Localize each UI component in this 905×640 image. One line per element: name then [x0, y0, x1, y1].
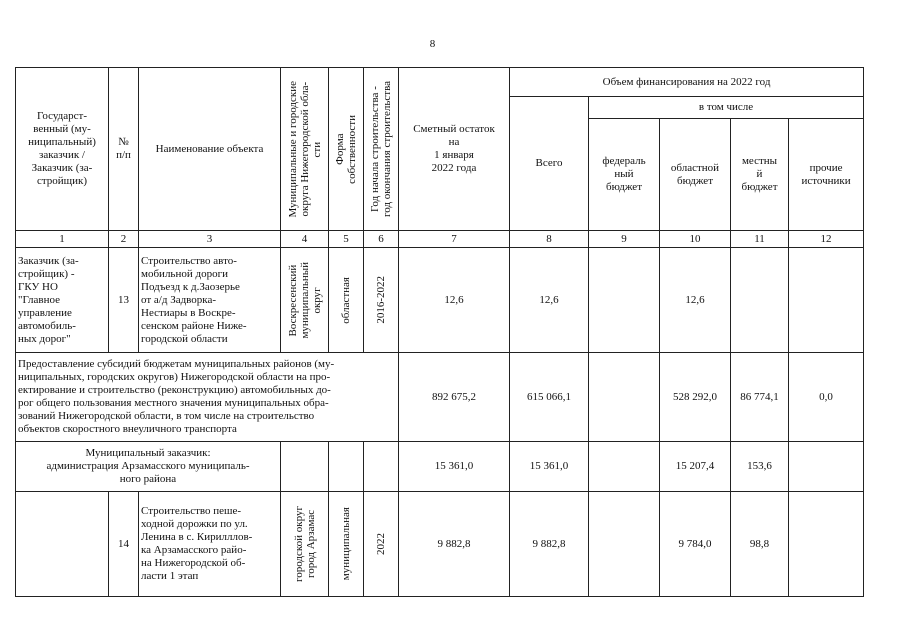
text-line: заказчик / [39, 149, 85, 161]
text-line: федераль [602, 155, 646, 167]
regional-cell: 12,6 [660, 248, 731, 353]
years-cell: 2016-2022 [364, 248, 399, 353]
text-line: ходной дорожки по ул. [141, 518, 248, 530]
table-row [16, 492, 864, 597]
header-object-name: Наименование объекта [139, 68, 281, 231]
regional-cell: 528 292,0 [660, 353, 731, 442]
text-line: венный (му- [33, 123, 91, 135]
text-line: ниципальный) [28, 136, 96, 148]
text-line: сти [310, 141, 323, 157]
text-line: ектирование и строительство (реконструкцию) автомобильных до- [18, 384, 331, 396]
text-line: год окончания строительства [381, 81, 393, 217]
local-cell: 98,8 [731, 492, 789, 597]
text-line: п/п [116, 149, 131, 161]
other-cell: 0,0 [789, 353, 864, 442]
ownership-cell: областная [329, 248, 364, 353]
header-number [109, 68, 139, 231]
federal-cell [589, 442, 660, 492]
total-cell: 15 361,0 [510, 442, 589, 492]
column-number: 8 [510, 231, 589, 248]
empty-cell [364, 442, 399, 492]
total-cell: 615 066,1 [510, 353, 589, 442]
header-local [731, 119, 789, 231]
table-row [16, 248, 864, 353]
header-including: в том числе [589, 97, 864, 119]
row-number: 14 [109, 492, 139, 597]
text-line: Форма [334, 133, 346, 165]
header-total: Всего [510, 97, 589, 231]
text-line: 1 января [434, 149, 474, 161]
federal-cell [589, 248, 660, 353]
header-remainder [399, 68, 510, 231]
municipal-customer-cell [16, 442, 281, 492]
text-line: бюджет [741, 181, 778, 193]
total-cell: 12,6 [510, 248, 589, 353]
text-line: Муниципальные и городские [286, 80, 299, 218]
object-name-cell [139, 492, 281, 597]
remainder-cell: 9 882,8 [399, 492, 510, 597]
text-line: ГКУ НО [18, 280, 58, 293]
text-line: 2022 года [431, 162, 477, 174]
text-line: ка Арзамасского райо- [141, 544, 247, 556]
header-customer [16, 68, 109, 231]
years-cell: 2022 [364, 492, 399, 597]
text-line: Нестиары в Воскре- [141, 306, 236, 319]
column-number: 2 [109, 231, 139, 248]
column-number: 5 [329, 231, 364, 248]
column-number: 4 [281, 231, 329, 248]
column-number: 11 [731, 231, 789, 248]
text-line: город Арзамас [304, 509, 317, 579]
text-line: муниципальный [298, 261, 311, 339]
text-line: Строительство авто- [141, 254, 237, 267]
column-number: 7 [399, 231, 510, 248]
text-line: автомобиль- [18, 319, 76, 332]
header-years [364, 68, 399, 231]
text-line: источники [801, 174, 851, 187]
text-line: стройщик) [36, 175, 88, 187]
text-line: на [448, 136, 460, 148]
text-line: мобильной дороги [141, 267, 228, 280]
text-line: Подъезд к д.Заозерье [141, 280, 240, 293]
text-line: от а/д Задворка- [141, 293, 217, 306]
page-number: 8 [429, 38, 436, 50]
customer-cell [16, 248, 109, 353]
text-line: № [118, 136, 129, 148]
text-line: Заказчик (за- [18, 254, 79, 267]
text-line: Заказчик (за- [31, 162, 93, 174]
federal-cell [589, 492, 660, 597]
row-number: 13 [109, 248, 139, 353]
text-line: "Главное [18, 293, 60, 306]
header-district [281, 68, 329, 231]
text-line: областной [670, 161, 720, 174]
other-cell [789, 492, 864, 597]
text-line: стройщик) - [18, 267, 75, 280]
header-funding: Объем финансирования на 2022 год [510, 68, 864, 97]
header-regional [660, 119, 731, 231]
text-line: ных дорог" [18, 332, 71, 345]
text-line: бюджет [677, 174, 713, 187]
remainder-cell: 892 675,2 [399, 353, 510, 442]
text-line: Воскресенский [286, 264, 299, 336]
local-cell [731, 248, 789, 353]
text-line: Сметный остаток [413, 123, 495, 135]
local-cell: 153,6 [731, 442, 789, 492]
text-line: городской округ [292, 505, 305, 583]
text-line: прочие [809, 161, 843, 174]
text-line: на Нижегородской об- [141, 557, 246, 569]
header-federal [589, 119, 660, 231]
text-line: ниципальных, городских округов) Нижегородской области на про- [18, 371, 331, 383]
header-other [789, 119, 864, 231]
district-cell [281, 492, 329, 597]
object-name-cell [139, 248, 281, 353]
text-line: управление [18, 306, 72, 319]
other-cell [789, 248, 864, 353]
column-number: 1 [16, 231, 109, 248]
text-line: объектов скоростного внеуличного транспорта [18, 423, 237, 435]
remainder-cell: 15 361,0 [399, 442, 510, 492]
text-line: городской области [141, 332, 228, 345]
text-line: округ [310, 286, 323, 314]
text-line: Ленина в с. Кирилллов- [141, 531, 253, 543]
table-row [16, 442, 864, 492]
text-line: округа Нижегородской обла- [298, 81, 311, 217]
text-line: Предоставление субсидий бюджетам муниципальных районов (му- [18, 358, 335, 370]
financing-table [15, 67, 864, 597]
federal-cell [589, 353, 660, 442]
text-line: Государст- [36, 110, 88, 122]
text-line: зований Нижегородской области, в том числе на строительство [18, 410, 315, 422]
text-line: й [756, 168, 763, 180]
table-row [16, 353, 864, 442]
customer-cell [16, 492, 109, 597]
text-line: сенском районе Ниже- [141, 319, 247, 332]
column-numbers-row [16, 231, 864, 248]
regional-cell: 9 784,0 [660, 492, 731, 597]
subsidy-description [16, 353, 399, 442]
text-line: Год начала строительства - [369, 86, 381, 212]
local-cell: 86 774,1 [731, 353, 789, 442]
text-line: местны [741, 155, 778, 167]
text-line: бюджет [606, 181, 642, 193]
text-line: Строительство пеше- [141, 505, 242, 517]
text-line: ласти 1 этап [141, 570, 199, 582]
district-cell [281, 248, 329, 353]
column-number: 12 [789, 231, 864, 248]
column-number: 6 [364, 231, 399, 248]
text-line: ный [614, 168, 634, 180]
text-line: ного района [119, 473, 177, 485]
text-line: рог общего пользования местного значения муниципальных обра- [18, 397, 329, 409]
empty-cell [329, 442, 364, 492]
text-line: Муниципальный заказчик: [85, 447, 211, 459]
other-cell [789, 442, 864, 492]
text-line: собственности [346, 114, 358, 184]
column-number: 3 [139, 231, 281, 248]
ownership-cell: муниципальная [329, 492, 364, 597]
total-cell: 9 882,8 [510, 492, 589, 597]
column-number: 10 [660, 231, 731, 248]
regional-cell: 15 207,4 [660, 442, 731, 492]
header-customer-text [18, 110, 106, 188]
text-line: администрация Арзамасского муниципаль- [46, 460, 250, 472]
remainder-cell: 12,6 [399, 248, 510, 353]
header-ownership [329, 68, 364, 231]
empty-cell [281, 442, 329, 492]
column-number: 9 [589, 231, 660, 248]
